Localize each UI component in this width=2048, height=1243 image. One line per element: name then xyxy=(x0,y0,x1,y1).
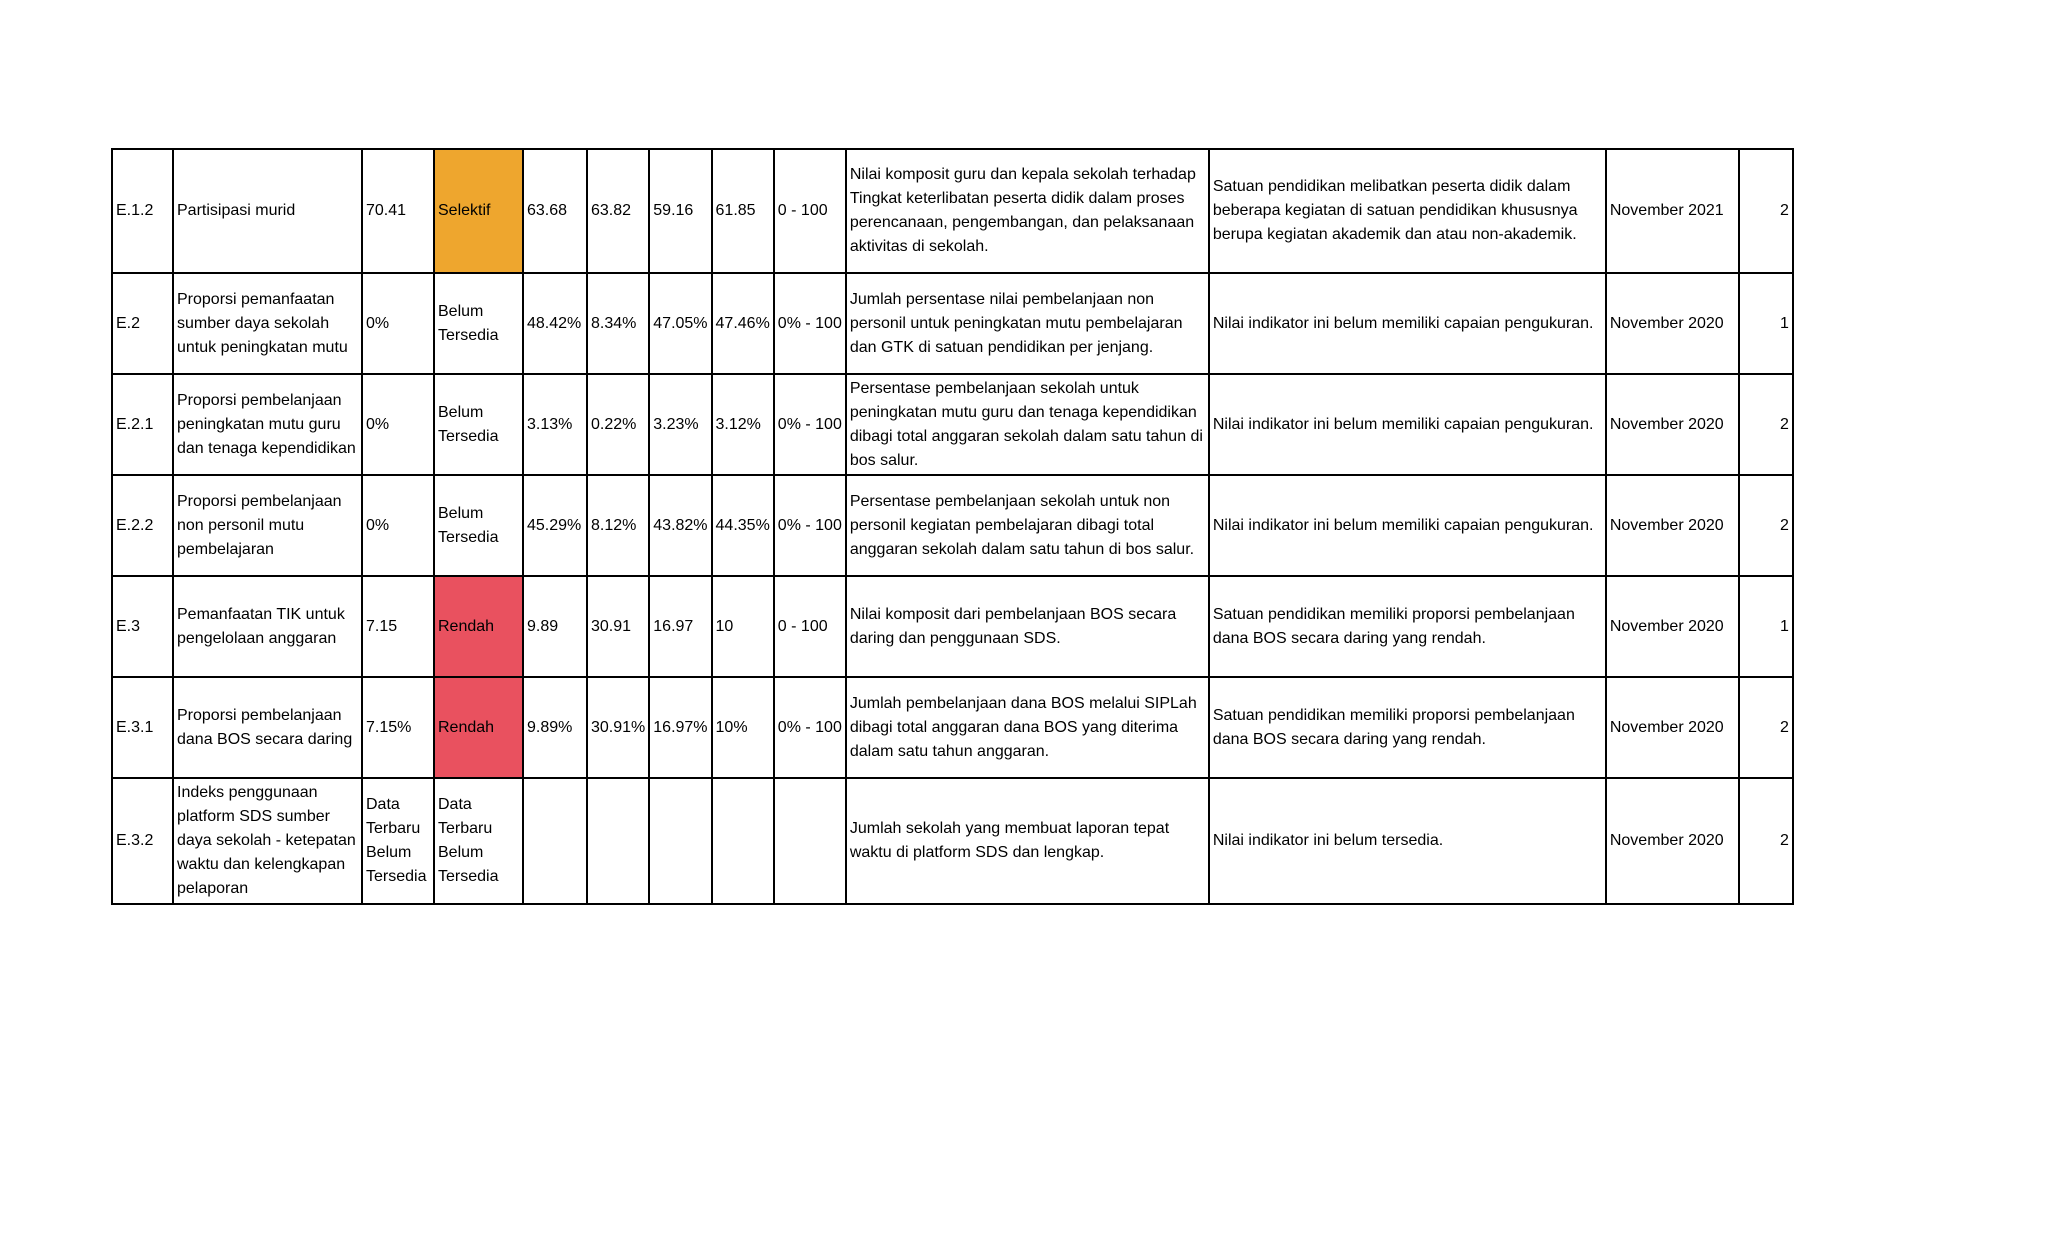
indicator-code: E.3.1 xyxy=(112,677,173,778)
explanation-cell: Nilai indikator ini belum tersedia. xyxy=(1209,778,1606,904)
table-row xyxy=(112,374,1793,475)
value-cell-2 xyxy=(587,778,649,904)
value-cell-3 xyxy=(649,778,711,904)
indicator-name: Partisipasi murid xyxy=(173,149,362,273)
indicator-code: E.2.1 xyxy=(112,374,173,475)
explanation-cell: Nilai indikator ini belum memiliki capaian pengukuran. xyxy=(1209,273,1606,374)
indicator-score: 7.15% xyxy=(362,677,434,778)
indicator-score: Data Terbaru Belum Tersedia xyxy=(362,778,434,904)
value-cell-1: 63.68 xyxy=(523,149,587,273)
category-cell: Rendah xyxy=(434,576,523,677)
period-cell: November 2020 xyxy=(1606,576,1739,677)
definition-cell: Jumlah pembelanjaan dana BOS melalui SIPLah dibagi total anggaran dana BOS yang diterima dalam satu tahun anggaran. xyxy=(846,677,1209,778)
value-cell-2: 8.12% xyxy=(587,475,649,576)
range-cell xyxy=(774,778,846,904)
table-row xyxy=(112,677,1793,778)
indicator-code: E.3.2 xyxy=(112,778,173,904)
explanation-cell: Satuan pendidikan memiliki proporsi pembelanjaan dana BOS secara daring yang rendah. xyxy=(1209,677,1606,778)
indicator-code: E.3 xyxy=(112,576,173,677)
indicator-name: Proporsi pembelanjaan non personil mutu pembelajaran xyxy=(173,475,362,576)
value-cell-2: 30.91 xyxy=(587,576,649,677)
level-cell: 1 xyxy=(1739,576,1793,677)
value-cell-4: 10% xyxy=(712,677,774,778)
range-cell: 0% - 100 xyxy=(774,677,846,778)
indicator-name: Pemanfaatan TIK untuk pengelolaan anggaran xyxy=(173,576,362,677)
table-row xyxy=(112,778,1793,904)
period-cell: November 2020 xyxy=(1606,778,1739,904)
explanation-cell: Satuan pendidikan melibatkan peserta didik dalam beberapa kegiatan di satuan pendidikan khususnya berupa kegiatan akademik dan atau non-akademik. xyxy=(1209,149,1606,273)
value-cell-3: 16.97% xyxy=(649,677,711,778)
explanation-cell: Satuan pendidikan memiliki proporsi pembelanjaan dana BOS secara daring yang rendah. xyxy=(1209,576,1606,677)
indicator-score: 0% xyxy=(362,273,434,374)
value-cell-1 xyxy=(523,778,587,904)
value-cell-1: 9.89 xyxy=(523,576,587,677)
range-cell: 0 - 100 xyxy=(774,576,846,677)
indicator-score: 70.41 xyxy=(362,149,434,273)
definition-cell: Nilai komposit dari pembelanjaan BOS secara daring dan penggunaan SDS. xyxy=(846,576,1209,677)
value-cell-4: 3.12% xyxy=(712,374,774,475)
range-cell: 0% - 100 xyxy=(774,374,846,475)
value-cell-3: 3.23% xyxy=(649,374,711,475)
value-cell-3: 16.97 xyxy=(649,576,711,677)
level-cell: 2 xyxy=(1739,677,1793,778)
period-cell: November 2020 xyxy=(1606,273,1739,374)
table-row xyxy=(112,149,1793,273)
table-row xyxy=(112,273,1793,374)
indicator-score: 7.15 xyxy=(362,576,434,677)
level-cell: 2 xyxy=(1739,475,1793,576)
value-cell-1: 48.42% xyxy=(523,273,587,374)
table-row xyxy=(112,475,1793,576)
definition-cell: Jumlah sekolah yang membuat laporan tepat waktu di platform SDS dan lengkap. xyxy=(846,778,1209,904)
period-cell: November 2020 xyxy=(1606,475,1739,576)
indicator-name: Indeks penggunaan platform SDS sumber daya sekolah - ketepatan waktu dan kelengkapan pelaporan xyxy=(173,778,362,904)
value-cell-4: 44.35% xyxy=(712,475,774,576)
definition-cell: Jumlah persentase nilai pembelanjaan non personil untuk peningkatan mutu pembelajaran dan GTK di satuan pendidikan per jenjang. xyxy=(846,273,1209,374)
period-cell: November 2020 xyxy=(1606,374,1739,475)
value-cell-2: 30.91% xyxy=(587,677,649,778)
indicator-score: 0% xyxy=(362,475,434,576)
value-cell-4: 10 xyxy=(712,576,774,677)
category-cell: Belum Tersedia xyxy=(434,374,523,475)
value-cell-1: 45.29% xyxy=(523,475,587,576)
definition-cell: Persentase pembelanjaan sekolah untuk peningkatan mutu guru dan tenaga kependidikan dibagi total anggaran sekolah dalam satu tahun di bos salur. xyxy=(846,374,1209,475)
value-cell-4: 47.46% xyxy=(712,273,774,374)
indicator-name: Proporsi pemanfaatan sumber daya sekolah untuk peningkatan mutu xyxy=(173,273,362,374)
value-cell-3: 43.82% xyxy=(649,475,711,576)
category-cell: Belum Tersedia xyxy=(434,475,523,576)
category-cell: Data Terbaru Belum Tersedia xyxy=(434,778,523,904)
period-cell: November 2021 xyxy=(1606,149,1739,273)
indicator-code: E.2.2 xyxy=(112,475,173,576)
level-cell: 2 xyxy=(1739,778,1793,904)
category-cell: Belum Tersedia xyxy=(434,273,523,374)
explanation-cell: Nilai indikator ini belum memiliki capaian pengukuran. xyxy=(1209,475,1606,576)
level-cell: 2 xyxy=(1739,149,1793,273)
value-cell-3: 59.16 xyxy=(649,149,711,273)
indicator-code: E.2 xyxy=(112,273,173,374)
definition-cell: Nilai komposit guru dan kepala sekolah terhadap Tingkat keterlibatan peserta didik dalam proses perencanaan, pengembangan, dan pelaksanaan aktivitas di sekolah. xyxy=(846,149,1209,273)
value-cell-2: 8.34% xyxy=(587,273,649,374)
value-cell-2: 0.22% xyxy=(587,374,649,475)
table-row xyxy=(112,576,1793,677)
category-cell: Selektif xyxy=(434,149,523,273)
range-cell: 0% - 100 xyxy=(774,273,846,374)
level-cell: 1 xyxy=(1739,273,1793,374)
range-cell: 0% - 100 xyxy=(774,475,846,576)
indicator-name: Proporsi pembelanjaan peningkatan mutu guru dan tenaga kependidikan xyxy=(173,374,362,475)
value-cell-2: 63.82 xyxy=(587,149,649,273)
indicator-name: Proporsi pembelanjaan dana BOS secara daring xyxy=(173,677,362,778)
indicator-table xyxy=(111,148,1794,905)
value-cell-4: 61.85 xyxy=(712,149,774,273)
value-cell-4 xyxy=(712,778,774,904)
value-cell-1: 3.13% xyxy=(523,374,587,475)
category-cell: Rendah xyxy=(434,677,523,778)
indicator-code: E.1.2 xyxy=(112,149,173,273)
definition-cell: Persentase pembelanjaan sekolah untuk non personil kegiatan pembelajaran dibagi total anggaran sekolah dalam satu tahun di bos salur. xyxy=(846,475,1209,576)
level-cell: 2 xyxy=(1739,374,1793,475)
indicator-score: 0% xyxy=(362,374,434,475)
period-cell: November 2020 xyxy=(1606,677,1739,778)
value-cell-1: 9.89% xyxy=(523,677,587,778)
range-cell: 0 - 100 xyxy=(774,149,846,273)
explanation-cell: Nilai indikator ini belum memiliki capaian pengukuran. xyxy=(1209,374,1606,475)
value-cell-3: 47.05% xyxy=(649,273,711,374)
